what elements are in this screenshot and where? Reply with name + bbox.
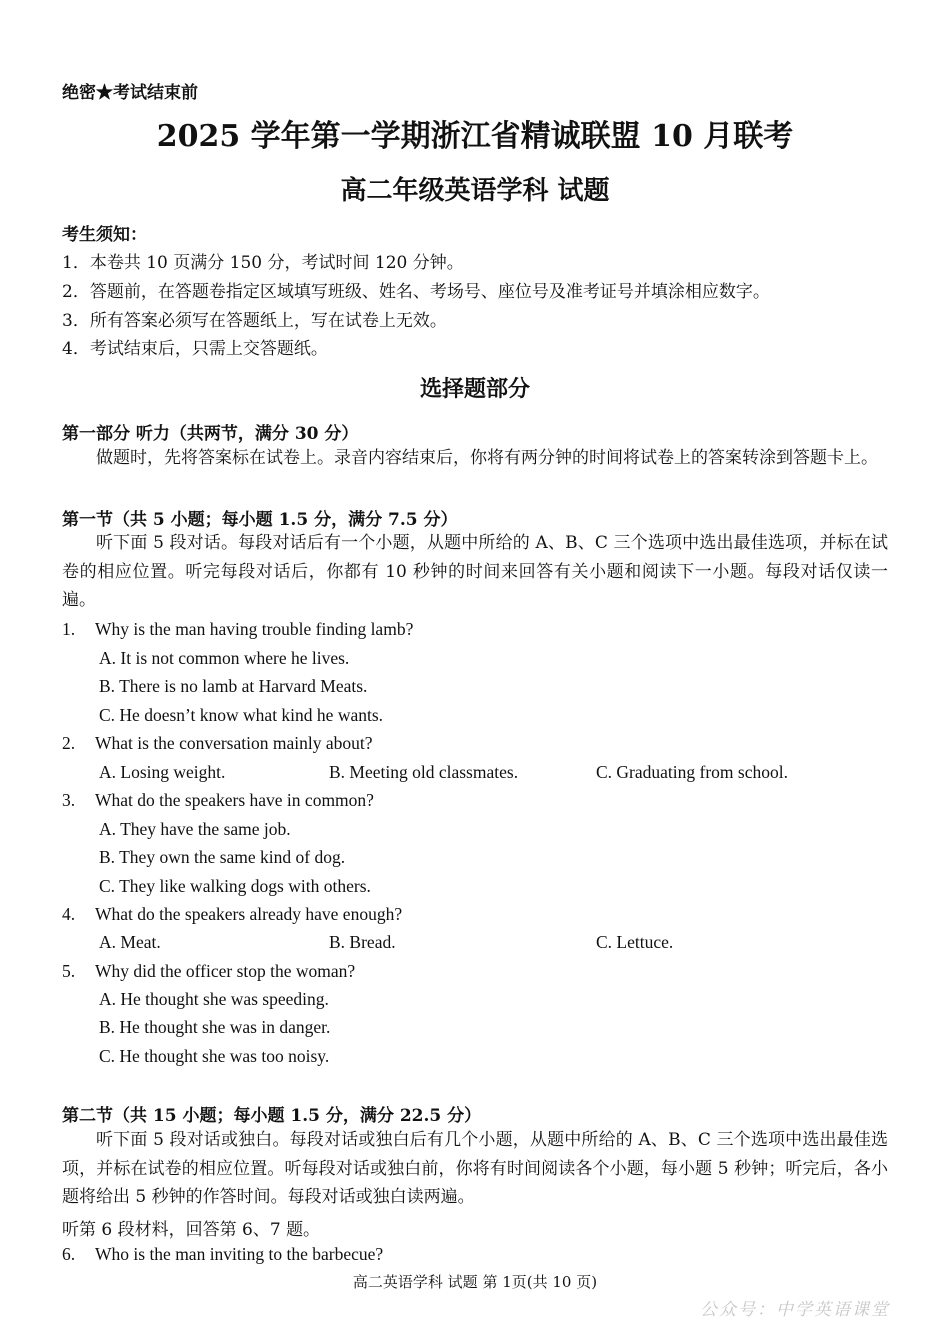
notice-heading: 考生须知： (62, 225, 147, 245)
question-number: 2. (62, 733, 76, 753)
option: B. Meeting old classmates. (329, 762, 519, 782)
notice-item: 3．所有答案必须写在答题纸上，写在试卷上无效。 (62, 311, 447, 331)
notice-item: 2．答题前，在答题卷指定区域填写班级、姓名、考场号、座位号及准考证号并填涂相应数字。 (62, 282, 770, 302)
watermark: 公众号：中学英语课堂 (700, 1300, 890, 1320)
section2-heading: 第二节（共 15 小题；每小题 1.5 分，满分 22.5 分） (62, 1106, 482, 1126)
option: A. It is not common where he lives. (99, 648, 350, 668)
option: B. They own the same kind of dog. (99, 847, 346, 867)
option: B. Bread. (329, 932, 396, 952)
question-text: What do the speakers have in common? (95, 790, 374, 810)
section1-heading: 第一节（共 5 小题；每小题 1.5 分，满分 7.5 分） (62, 510, 458, 530)
part1-heading: 第一部分 听力（共两节，满分 30 分） (62, 424, 359, 444)
option: C. They like walking dogs with others. (99, 876, 371, 896)
question-number: 5. (62, 961, 76, 981)
option: B. He thought she was in danger. (99, 1017, 331, 1037)
question-text: What do the speakers already have enough? (95, 904, 403, 924)
question-5 (62, 961, 355, 982)
option: B. There is no lamb at Harvard Meats. (99, 676, 368, 696)
option: C. Lettuce. (596, 932, 674, 952)
question-number: 3. (62, 790, 76, 810)
option: A. Meat. (99, 932, 161, 952)
question-text: Why is the man having trouble finding lamb? (95, 619, 414, 639)
question-text: What is the conversation mainly about? (95, 733, 373, 753)
material-instruction: 听第 6 段材料，回答第 6、7 题。 (62, 1220, 321, 1240)
option: A. He thought she was speeding. (99, 989, 329, 1009)
part1-intro: 做题时，先将答案标在试卷上。录音内容结束后，你将有两分钟的时间将试卷上的答案转涂到答题卡上。 (96, 448, 878, 468)
option: C. He doesn’t know what kind he wants. (99, 705, 384, 725)
question-number: 4. (62, 904, 76, 924)
page-footer: 高二英语学科 试题 第 1页(共 10 页) (352, 1273, 598, 1291)
section1-intro: 听下面 5 段对话。每段对话后有一个小题，从题中所给的 A、B、C 三个选项中选出最佳选项，并标在试卷的相应位置。听完每段对话后，你都有 10 秒钟的时间来回答有关小题和阅读下一小题。每段对话仅读一遍。 (62, 533, 888, 610)
question-text: Who is the man inviting to the barbecue? (95, 1244, 384, 1264)
question-3 (62, 790, 374, 811)
question-number: 1. (62, 619, 76, 639)
question-6 (62, 1244, 383, 1265)
exam-subtitle: 高二年级英语学科 试题 (340, 176, 610, 206)
exam-title: 2025 学年第一学期浙江省精诚联盟 10 月联考 (156, 119, 794, 154)
question-1 (62, 619, 413, 640)
confidential-label: 绝密★考试结束前 (62, 83, 198, 103)
option: C. Graduating from school. (596, 762, 788, 782)
question-4 (62, 904, 402, 925)
option: A. Losing weight. (99, 762, 226, 782)
notice-item: 4．考试结束后，只需上交答题纸。 (62, 339, 328, 359)
section2-intro: 听下面 5 段对话或独白。每段对话或独白后有几个小题，从题中所给的 A、B、C 三个选项中选出最佳选项，并标在试卷的相应位置。听每段对话或独白前，你将有时间阅读各个小题，每小题 5 秒钟；听完后，各小题将给出 5 秒钟的作答时间。每段对话或独白读两遍。 (62, 1130, 888, 1207)
section-title: 选择题部分 (419, 376, 530, 402)
notice-item: 1．本卷共 10 页满分 150 分，考试时间 120 分钟。 (62, 253, 464, 273)
question-text: Why did the officer stop the woman? (95, 961, 356, 981)
question-number: 6. (62, 1244, 76, 1264)
option: C. He thought she was too noisy. (99, 1046, 330, 1066)
question-2 (62, 733, 373, 754)
option: A. They have the same job. (99, 819, 291, 839)
